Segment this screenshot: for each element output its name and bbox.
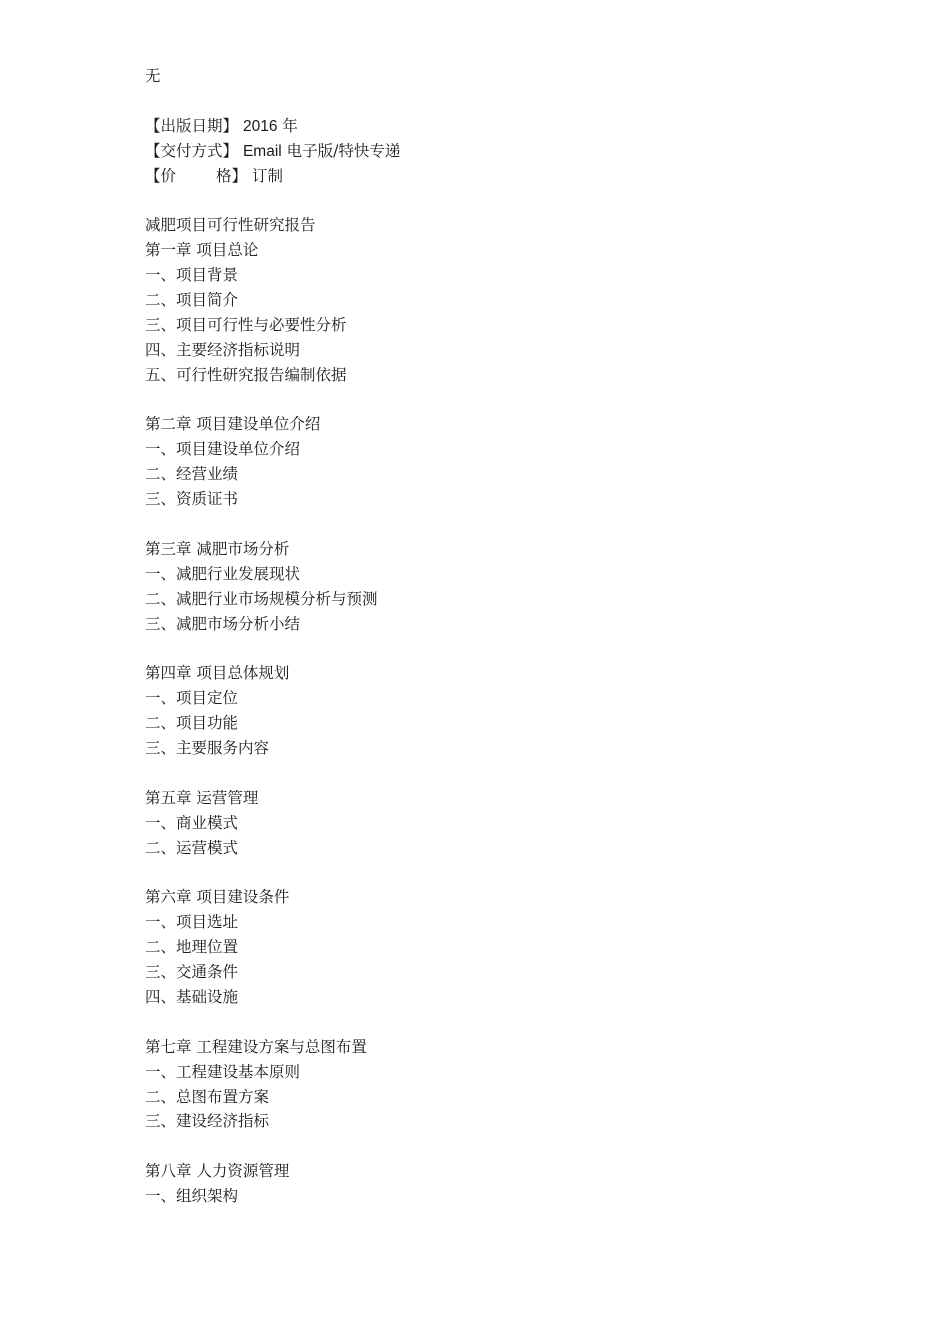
spacer	[145, 761, 845, 786]
section-item: 三、项目可行性与必要性分析	[145, 315, 347, 334]
section-item: 二、总图布置方案	[145, 1087, 270, 1106]
delivery-line	[145, 139, 845, 164]
delivery-method: 电子版/特快专递	[286, 141, 401, 160]
section-item: 二、运营模式	[145, 838, 239, 857]
document-page	[145, 64, 845, 1209]
section-item: 二、经营业绩	[145, 465, 239, 484]
top-note: 无	[145, 67, 161, 85]
chapter-title: 第七章 工程建设方案与总图布置	[145, 1037, 367, 1056]
publish-date-line	[145, 114, 845, 139]
section-item: 三、减肥市场分析小结	[145, 614, 301, 633]
section-item: 二、减肥行业市场规模分析与预测	[145, 589, 378, 608]
delivery-email: Email	[242, 142, 282, 160]
table-of-contents	[145, 238, 845, 1209]
section-item: 一、项目选址	[145, 913, 239, 932]
price-line	[145, 164, 845, 189]
section-item: 四、基础设施	[145, 987, 239, 1006]
publish-date-unit: 年	[282, 116, 298, 135]
section-item: 三、建设经济指标	[145, 1112, 270, 1131]
spacer	[145, 861, 845, 886]
chapter-title: 第一章 项目总论	[145, 241, 259, 260]
price-value: 订制	[251, 166, 283, 185]
chapter-title: 第二章 项目建设单位介绍	[145, 415, 321, 434]
section-item: 四、主要经济指标说明	[145, 340, 301, 359]
spacer	[145, 388, 845, 413]
delivery-label: 【交付方式】	[145, 141, 239, 160]
section-item: 二、地理位置	[145, 938, 239, 957]
chapter-title: 第五章 运营管理	[145, 788, 259, 807]
section-item: 二、项目功能	[145, 714, 239, 733]
section-item: 一、工程建设基本原则	[145, 1062, 301, 1081]
section-item: 二、项目简介	[145, 291, 239, 310]
section-item: 一、组织架构	[145, 1187, 239, 1206]
publish-date-label: 【出版日期】	[145, 116, 239, 135]
section-item: 三、交通条件	[145, 963, 239, 982]
spacer	[145, 188, 845, 213]
section-item: 三、主要服务内容	[145, 739, 270, 758]
section-item: 一、减肥行业发展现状	[145, 564, 301, 583]
section-item: 三、资质证书	[145, 490, 239, 509]
spacer	[145, 636, 845, 661]
spacer	[145, 512, 845, 537]
spacer	[145, 1010, 845, 1035]
publish-date-year: 2016	[242, 117, 278, 135]
spacer	[145, 1134, 845, 1159]
spacer	[145, 89, 845, 114]
chapter-title: 第六章 项目建设条件	[145, 888, 290, 907]
section-item: 一、项目背景	[145, 266, 239, 285]
chapter-title: 第八章 人力资源管理	[145, 1162, 290, 1181]
section-item: 一、商业模式	[145, 813, 239, 832]
report-title: 减肥项目可行性研究报告	[145, 216, 316, 235]
chapter-title: 第三章 减肥市场分析	[145, 539, 290, 558]
section-item: 一、项目定位	[145, 689, 239, 708]
chapter-title: 第四章 项目总体规划	[145, 664, 290, 683]
price-label: 【价 格】	[145, 166, 247, 185]
section-item: 一、项目建设单位介绍	[145, 440, 301, 459]
section-item: 五、可行性研究报告编制依据	[145, 365, 347, 384]
